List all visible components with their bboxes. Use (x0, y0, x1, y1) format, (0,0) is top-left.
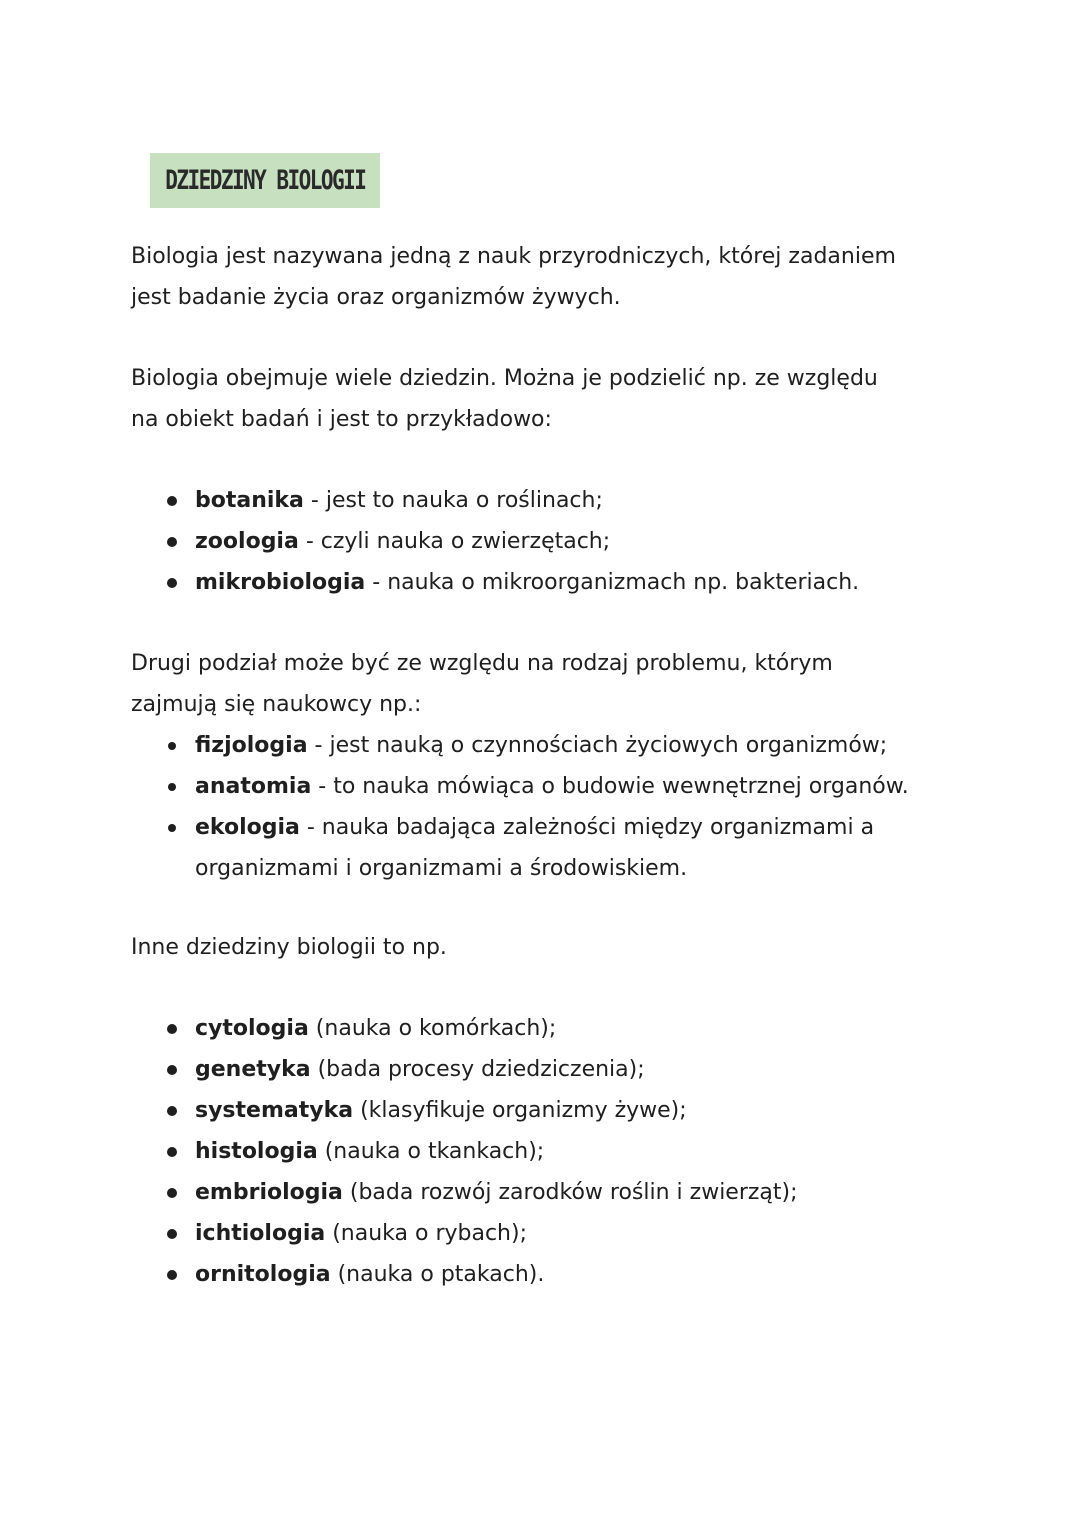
list-item-term: mikrobiologia (195, 570, 366, 595)
list-item-term: botanika (195, 488, 304, 513)
list-item (131, 1213, 798, 1254)
list-item-term: genetyka (195, 1057, 311, 1082)
list-item-term: ichtiologia (195, 1221, 326, 1246)
list-item-term: zoologia (195, 529, 299, 554)
bullet-icon (167, 1147, 177, 1157)
list-item (131, 1049, 798, 1090)
list-item-term: embriologia (195, 1180, 343, 1205)
intro-line-2: jest badanie życia oraz organizmów żywych. (131, 285, 621, 310)
page-title: DZIEDZINY BIOLOGII (164, 165, 366, 196)
bullet-icon (167, 1065, 177, 1075)
list-item-desc: - to nauka mówiąca o budowie wewnętrznej organów. (311, 774, 909, 799)
list-item-term: ornitologia (195, 1262, 331, 1287)
bullet-icon (167, 578, 177, 588)
list-item-continuation: organizmami i organizmami a środowiskiem. (195, 856, 688, 881)
division1-paragraph (131, 358, 961, 440)
list-item (131, 521, 859, 562)
bullet-icon (167, 537, 177, 547)
list-item-desc: - jest nauką o czynnościach życiowych organizmów; (307, 733, 888, 758)
list-item-term: anatomia (195, 774, 312, 799)
division1-line-2: na obiekt badań i jest to przykładowo: (131, 407, 552, 432)
bullet-icon (168, 742, 176, 750)
list-item-desc: - nauka badająca zależności między organizmami a (299, 815, 875, 840)
list-item-desc: (nauka o komórkach); (308, 1016, 557, 1041)
list-item-desc: (klasyfikuje organizmy żywe); (353, 1098, 687, 1123)
list-item (131, 766, 909, 807)
list-item-term: ekologia (195, 815, 300, 840)
other-list (131, 1008, 798, 1295)
list-item-desc: (nauka o rybach); (325, 1221, 527, 1246)
list-item-term: histologia (195, 1139, 318, 1164)
list-item-desc: (bada rozwój zarodków roślin i zwierząt); (342, 1180, 798, 1205)
list-item-term: fizjologia (195, 733, 308, 758)
list-item-desc: (bada procesy dziedziczenia); (310, 1057, 645, 1082)
list-item (131, 480, 859, 521)
division1-list (131, 480, 859, 603)
list-item (131, 807, 909, 889)
intro-paragraph (131, 236, 961, 318)
bullet-icon (167, 496, 177, 506)
list-item-desc: - czyli nauka o zwierzętach; (298, 529, 611, 554)
bullet-icon (167, 1229, 177, 1239)
division1-line-1: Biologia obejmuje wiele dziedzin. Można je podzielić np. ze względu (131, 366, 878, 391)
division2-paragraph (131, 643, 961, 725)
list-item-desc: (nauka o tkankach); (317, 1139, 545, 1164)
list-item-term: cytologia (195, 1016, 309, 1041)
list-item-term: systematyka (195, 1098, 354, 1123)
list-item-desc: (nauka o ptakach). (330, 1262, 545, 1287)
bullet-icon (167, 1106, 177, 1116)
title-highlight (150, 153, 380, 208)
list-item (131, 562, 859, 603)
bullet-icon (168, 824, 176, 832)
list-item (131, 1008, 798, 1049)
division2-line-1: Drugi podział może być ze względu na rodzaj problemu, którym (131, 651, 833, 676)
list-item (131, 1254, 798, 1295)
list-item (131, 1090, 798, 1131)
bullet-icon (168, 783, 176, 791)
bullet-icon (167, 1270, 177, 1280)
other-line-1: Inne dziedziny biologii to np. (131, 935, 447, 960)
intro-line-1: Biologia jest nazywana jedną z nauk przyrodniczych, której zadaniem (131, 244, 896, 269)
list-item-desc: - nauka o mikroorganizmach np. bakteriach. (365, 570, 860, 595)
other-paragraph (131, 927, 961, 968)
bullet-icon (167, 1188, 177, 1198)
list-item-desc: - jest to nauka o roślinach; (303, 488, 603, 513)
division2-list (131, 725, 909, 889)
list-item (131, 1172, 798, 1213)
list-item (131, 1131, 798, 1172)
bullet-icon (167, 1024, 177, 1034)
division2-line-2: zajmują się naukowcy np.: (131, 692, 422, 717)
list-item (131, 725, 909, 766)
